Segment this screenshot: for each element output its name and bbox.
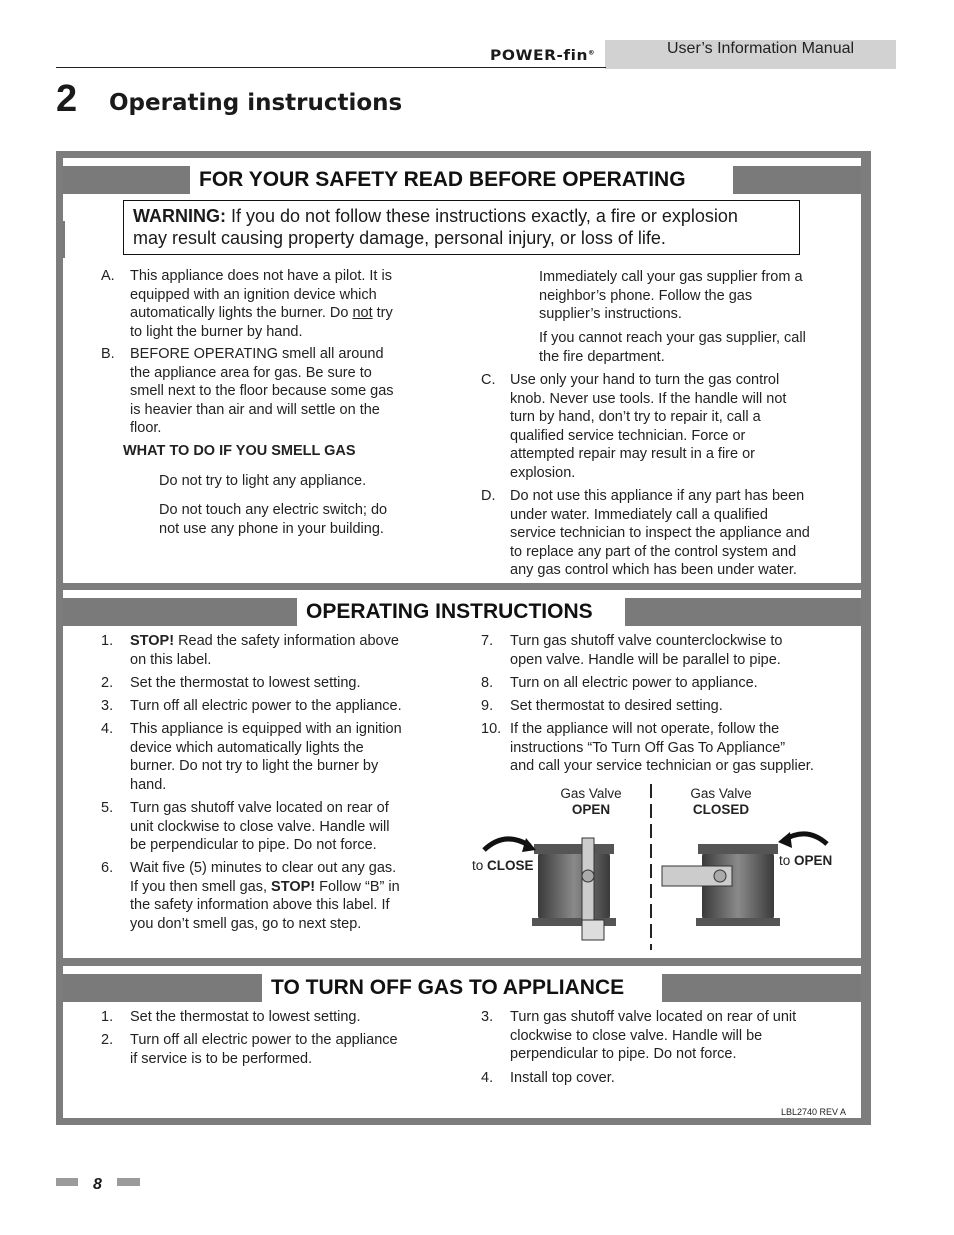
step-number: 6. (101, 860, 114, 876)
line: the fire department. (539, 348, 665, 365)
line: Turn off all electric power to the appliance (130, 1032, 398, 1048)
warning-box (123, 200, 800, 255)
warning-text-1: If you do not follow these instructions exactly, a fire or explosion (226, 206, 738, 226)
line: If you then smell gas, STOP! Follow “B” in (130, 878, 400, 895)
safety-title: FOR YOUR SAFETY READ BEFORE OPERATING (190, 165, 733, 195)
call-supplier-instruction (539, 268, 803, 324)
line: Do not use this appliance if any part has been (510, 488, 805, 504)
line: be perpendicular to pipe. Do not force. (130, 837, 377, 853)
line: device which automatically lights the (130, 739, 364, 756)
item-letter: A. (101, 268, 115, 284)
warning-text-2: may result causing property damage, personal injury, or loss of life. (133, 228, 666, 248)
line: Turn gas shutoff valve counterclockwise to (510, 633, 783, 649)
step-number: 4. (101, 721, 114, 737)
line: on this label. (130, 651, 212, 668)
line: BEFORE OPERATING smell all around (130, 346, 384, 362)
smell-gas-instruction-2 (159, 501, 387, 538)
line: unit clockwise to close valve. Handle will (130, 818, 390, 835)
step-number: 9. (481, 698, 494, 714)
line: If you cannot reach your gas supplier, call (539, 330, 806, 346)
line: you don’t smell gas, go to next step. (130, 915, 362, 932)
brand-logo: POWER-fin® (490, 48, 596, 64)
smell-gas-heading: WHAT TO DO IF YOU SMELL GAS (123, 443, 356, 459)
line: to replace any part of the control system and (510, 543, 797, 560)
line: the safety information above this label. If (130, 897, 390, 913)
line: If the appliance will not operate, follow the (510, 721, 780, 737)
step-number: 5. (101, 800, 114, 816)
line: equipped with an ignition device which (130, 286, 377, 303)
valve-state-closed: CLOSED (692, 802, 750, 817)
line: This appliance is equipped with an ignition (130, 721, 402, 737)
label-code: LBL2740 REV A (781, 1107, 847, 1117)
line: service technician to inspect the appliance and (510, 525, 810, 541)
step-number: 3. (481, 1009, 494, 1025)
line: Wait five (5) minutes to clear out any gas. (130, 860, 397, 876)
line: This appliance does not have a pilot. It is (130, 268, 392, 284)
line: attempted repair may result in a fire or (510, 446, 755, 462)
to-close-label: to CLOSE (472, 858, 534, 873)
line: Install top cover. (510, 1070, 615, 1086)
chapter-number: 2 (56, 78, 78, 120)
line: explosion. (510, 464, 576, 481)
step-number: 3. (101, 698, 114, 714)
line: turn by hand, don’t try to repair it, call a (510, 409, 761, 425)
footer-bar-left (56, 1178, 78, 1186)
line: is heavier than air and will settle on the (130, 401, 380, 418)
line: instructions “To Turn Off Gas To Appliance” (510, 739, 786, 756)
line: smell next to the floor because some gas (130, 383, 394, 399)
line: and call your service technician or gas supplier. (510, 758, 814, 774)
line: Use only your hand to turn the gas control (510, 372, 780, 388)
header-rule (56, 67, 606, 68)
to-open-label: to OPEN (779, 853, 833, 868)
step-number: 8. (481, 675, 494, 691)
line: Set the thermostat to lowest setting. (130, 675, 361, 691)
line: burner. Do not try to light the burner by (130, 758, 379, 774)
line: under water. Immediately call a qualified (510, 506, 768, 523)
line: if service is to be performed. (130, 1050, 313, 1067)
line: to light the burner by hand. (130, 323, 303, 340)
line: Do not touch any electric switch; do (159, 502, 388, 518)
line: clockwise to close valve. Handle will be (510, 1027, 763, 1044)
line: neighbor’s phone. Follow the gas (539, 287, 753, 304)
item-letter: D. (481, 488, 496, 504)
line: Turn gas shutoff valve located on rear of (130, 800, 389, 816)
line: Turn off all electric power to the appliance. (130, 698, 402, 714)
line: Immediately call your gas supplier from a (539, 269, 803, 285)
step-number: 1. (101, 633, 114, 649)
page-number: 8 (93, 1176, 102, 1193)
footer-bar-right (117, 1178, 140, 1186)
left-tick (63, 221, 65, 258)
line: hand. (130, 776, 167, 793)
step-number: 10. (481, 721, 502, 737)
step-number: 2. (101, 1032, 114, 1048)
step-number: 2. (101, 675, 114, 691)
turn-off-title: TO TURN OFF GAS TO APPLIANCE (262, 973, 662, 1003)
line: supplier’s instructions. (539, 306, 682, 322)
item-letter: B. (101, 346, 115, 362)
line: floor. (130, 420, 162, 436)
line: Set the thermostat to lowest setting. (130, 1009, 361, 1025)
step-number: 4. (481, 1070, 494, 1086)
manual-title: User’s Information Manual (667, 40, 855, 57)
valve-label: Gas Valve (690, 786, 752, 801)
line: Turn on all electric power to appliance. (510, 675, 758, 691)
call-fire-dept-instruction (539, 329, 806, 366)
line: perpendicular to pipe. Do not force. (510, 1046, 737, 1062)
operating-title: OPERATING INSTRUCTIONS (297, 597, 625, 627)
chapter-title: Operating instructions (109, 90, 403, 116)
line: any gas control which has been under water. (510, 562, 797, 578)
step-number: 1. (101, 1009, 114, 1025)
valve-state-open: OPEN (571, 802, 611, 817)
valve-closed-caption (685, 786, 757, 818)
valve-label: Gas Valve (560, 786, 622, 801)
smell-gas-instruction-1: Do not try to light any appliance. (159, 473, 367, 489)
warning-label: WARNING: (133, 206, 226, 226)
line: not use any phone in your building. (159, 520, 384, 537)
line: the appliance area for gas. Be sure to (130, 364, 372, 381)
line: knob. Never use tools. If the handle will not (510, 390, 787, 407)
valve-open-caption (557, 786, 625, 818)
line: automatically lights the burner. Do not try (130, 305, 393, 321)
line: Turn gas shutoff valve located on rear of unit (510, 1009, 797, 1025)
line: Set thermostat to desired setting. (510, 698, 723, 714)
item-letter: C. (481, 372, 496, 388)
step-number: 7. (481, 633, 494, 649)
line: qualified service technician. Force or (510, 427, 746, 444)
line: open valve. Handle will be parallel to pipe. (510, 651, 781, 668)
line: STOP! Read the safety information above (130, 633, 399, 649)
